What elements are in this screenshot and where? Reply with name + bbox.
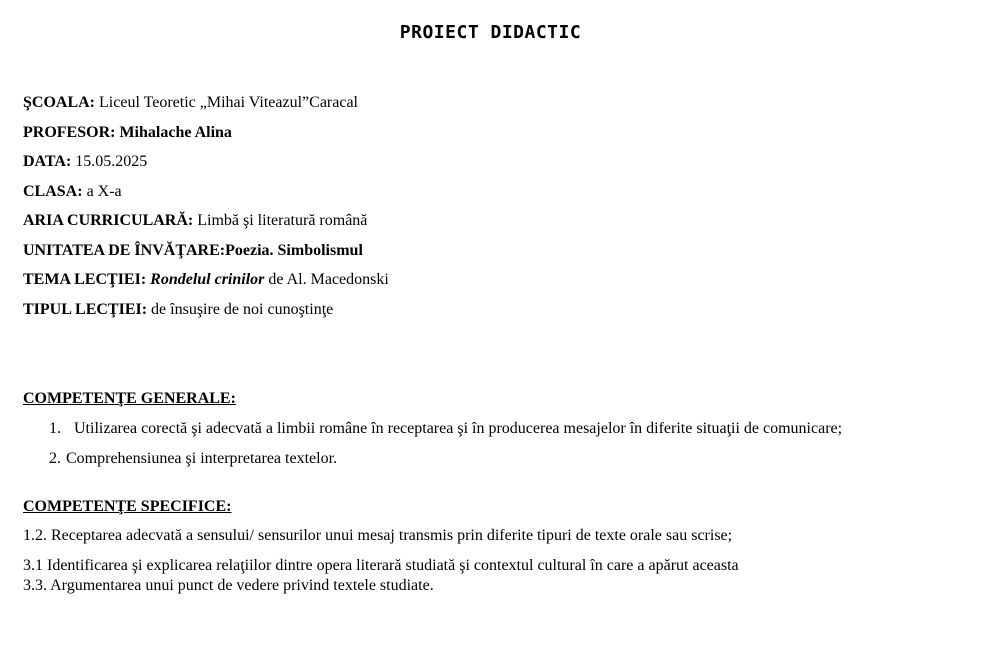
- info-teacher-value: Mihalache Alina: [115, 124, 232, 141]
- info-theme-value: de Al. Macedonski: [264, 271, 389, 288]
- info-unit: [23, 241, 363, 261]
- info-unit-label: UNITATEA DE ÎNVĂŢARE:: [23, 242, 226, 259]
- info-theme-label: TEMA LECŢIEI:: [23, 271, 147, 288]
- info-teacher: [23, 123, 232, 143]
- info-date-label: DATA:: [23, 153, 72, 170]
- info-class-value: a X-a: [82, 183, 122, 200]
- info-area-value: Limbă şi literatură română: [193, 212, 368, 229]
- info-type: [23, 300, 333, 320]
- info-date: [23, 152, 147, 172]
- specific-competence-item: 3.1 Identificarea şi explicarea relaţiilor dintre opera literară studiată şi contextul cultural în care a apărut aceasta: [23, 557, 739, 574]
- general-competence-item: [49, 449, 337, 469]
- general-competences-heading: COMPETENŢE GENERALE:: [23, 390, 236, 407]
- specific-competence-item: 3.3. Argumentarea unui punct de vedere privind textele studiate.: [23, 577, 434, 594]
- info-class-label: CLASA:: [23, 183, 83, 200]
- info-date-value: 15.05.2025: [71, 153, 148, 170]
- info-theme: [23, 270, 389, 290]
- specific-competence-item: 1.2. Receptarea adecvată a sensului/ sensurilor unui mesaj transmis prin diferite tipuri de texte orale sau scrise;: [23, 527, 733, 544]
- general-competence-number: 2.: [49, 450, 61, 467]
- info-area: [23, 211, 367, 231]
- info-school-value: Liceul Teoretic „Mihai Viteazul”Caracal: [95, 94, 358, 111]
- document-title: PROIECT DIDACTIC: [399, 22, 582, 43]
- info-school-label: ŞCOALA:: [23, 94, 96, 111]
- general-competence-text: Utilizarea corectă şi adecvată a limbii române în receptarea şi în producerea mesajelor în diferite situaţii de comunicare;: [74, 420, 843, 437]
- info-area-label: ARIA CURRICULARĂ:: [23, 212, 194, 229]
- general-competence-item: [49, 419, 842, 439]
- info-type-value: de însuşire de noi cunoştinţe: [147, 301, 334, 318]
- info-unit-value: Poezia. Simbolismul: [225, 242, 363, 259]
- info-class: [23, 182, 122, 202]
- specific-competences-heading: COMPETENŢE SPECIFICE:: [23, 498, 232, 515]
- info-type-label: TIPUL LECŢIEI:: [23, 301, 148, 318]
- info-school: [23, 93, 358, 113]
- info-teacher-label: PROFESOR:: [23, 124, 116, 141]
- general-competence-number: 1.: [49, 420, 61, 437]
- general-competence-text: Comprehensiunea şi interpretarea textelor.: [66, 450, 338, 467]
- info-theme-work: Rondelul crinilor: [150, 271, 265, 288]
